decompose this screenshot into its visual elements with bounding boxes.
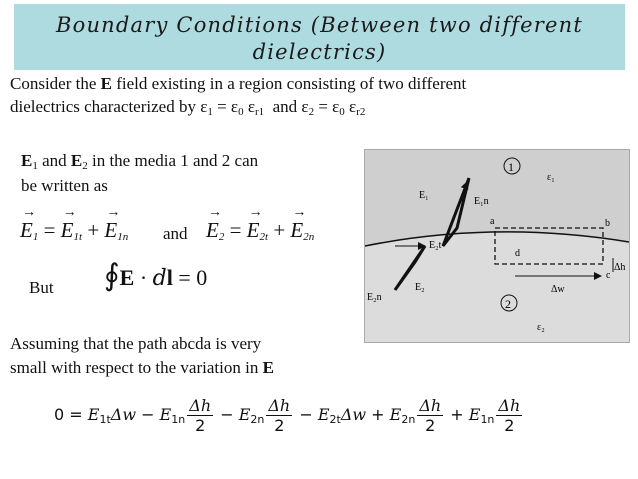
vector-E: → E	[20, 218, 33, 243]
final-equation	[54, 396, 524, 435]
epsilon: ε	[301, 97, 309, 116]
E2-label: E₂	[415, 282, 425, 293]
E2n-label: E₂n	[367, 292, 382, 303]
bold-E: E	[70, 151, 83, 170]
frac-num: Δh	[268, 396, 291, 415]
vector-E: → E	[290, 218, 303, 243]
fraction	[187, 396, 213, 435]
fraction	[496, 396, 522, 435]
subscript: 1	[207, 106, 213, 118]
vector-E: → E	[104, 218, 117, 243]
subscript: 0	[339, 106, 345, 118]
vector-equation-1	[20, 218, 128, 243]
E1n-label: E₁n	[474, 196, 489, 207]
intro-text: = ε	[212, 97, 239, 116]
media-line-1	[21, 150, 258, 171]
operator: −	[136, 405, 160, 424]
frac-den: 2	[274, 416, 285, 435]
subscript: r1	[254, 106, 265, 118]
operator: −	[294, 405, 318, 424]
operator: = 0	[172, 265, 208, 290]
intro-text: field existing in a region consisting of two different	[112, 74, 467, 93]
vector-equation-2	[206, 218, 314, 243]
E-symbol: E	[238, 405, 251, 424]
frac-den: 2	[195, 416, 206, 435]
bold-E: E	[119, 265, 135, 290]
operator: =	[224, 218, 247, 242]
subscript: 1n	[171, 413, 186, 426]
region-2-label: 2	[505, 297, 511, 311]
label-c: c	[606, 270, 611, 281]
intro-text: = ε	[314, 97, 340, 116]
E-symbol: E	[468, 405, 481, 424]
operator: +	[366, 405, 390, 424]
intro-text: Consider the	[10, 74, 101, 93]
subscript: 2t	[329, 413, 341, 426]
contour-integral-icon: ∮	[104, 259, 120, 292]
intro-line-2	[10, 96, 365, 117]
assuming-text: small with respect to the variation in	[10, 358, 263, 377]
slide-title-line-2: dielectrics)	[252, 40, 387, 64]
E-symbol: E	[317, 405, 330, 424]
label-d: d	[515, 248, 520, 259]
boundary-figure	[364, 149, 630, 343]
subscript: 2	[308, 106, 315, 118]
line-integral	[104, 258, 207, 293]
E-symbol: E	[159, 405, 172, 424]
vector-E: → E	[206, 218, 219, 243]
E-symbol: E	[389, 405, 402, 424]
subscript: 2	[218, 231, 225, 243]
vector-E: → E	[61, 218, 74, 243]
subscript: 2t	[259, 231, 269, 243]
vector-E: → E	[247, 218, 260, 243]
subscript: r2	[356, 106, 366, 118]
assuming-line-1: Assuming that the path abcda is very	[10, 334, 262, 353]
epsilon: ε	[243, 97, 255, 116]
delta-w-label: Δw	[551, 284, 565, 295]
media-line-2: be written as	[21, 176, 108, 195]
bold-E: E	[21, 151, 33, 170]
media-text: in the media 1 and 2 can	[87, 151, 259, 170]
subscript: 1	[32, 231, 39, 243]
and-word: and	[163, 224, 188, 243]
E-symbol: E	[87, 405, 100, 424]
interface-curve	[365, 232, 629, 342]
subscript: 1t	[99, 413, 111, 426]
operator: +	[82, 218, 105, 242]
operator: +	[445, 405, 469, 424]
E2t-label: E₂t	[429, 240, 442, 251]
intro-bold-E: E	[100, 74, 112, 93]
label-b: b	[605, 218, 610, 229]
subscript: 2n	[401, 413, 416, 426]
subscript: 2n	[303, 231, 315, 243]
frac-num: Δh	[189, 396, 212, 415]
E1-label: E₁	[419, 190, 429, 201]
bold-l: l	[166, 265, 173, 290]
epsilon: ε	[200, 97, 208, 116]
operator: +	[268, 218, 291, 242]
operator: −	[215, 405, 239, 424]
assuming-line-2	[10, 357, 274, 378]
subscript: 0	[238, 106, 244, 118]
fraction	[266, 396, 292, 435]
subscript: 1t	[73, 231, 83, 243]
frac-num: Δh	[419, 396, 442, 415]
d-symbol: d	[152, 266, 167, 291]
frac-den: 2	[425, 416, 436, 435]
eps2-label: ε₂	[537, 322, 545, 333]
bold-E: E	[262, 358, 274, 377]
epsilon: ε	[344, 97, 357, 116]
slide-title-line-1: Boundary Conditions (Between two different	[55, 13, 584, 37]
label-a: a	[490, 216, 495, 227]
region-1-label: 1	[508, 160, 514, 174]
fraction	[417, 396, 443, 435]
eps1-label: ε₁	[547, 172, 555, 183]
subscript: 1	[32, 160, 38, 172]
intro-line-1	[10, 73, 466, 94]
delta-h-label: Δh	[614, 262, 626, 273]
frac-den: 2	[504, 416, 515, 435]
delta-w: Δw	[340, 405, 367, 424]
subscript: 1n	[117, 231, 129, 243]
subscript: 2n	[250, 413, 265, 426]
subscript: 1n	[480, 413, 495, 426]
intro-text: dielectrics characterized by	[10, 97, 201, 116]
operator: ·	[134, 265, 153, 290]
title-banner	[14, 4, 625, 70]
operator: =	[38, 218, 61, 242]
intro-text: and	[264, 97, 302, 116]
frac-num: Δh	[498, 396, 521, 415]
media-text: and	[37, 151, 71, 170]
eq-lhs: 0 =	[54, 405, 88, 424]
delta-w: Δw	[110, 405, 137, 424]
subscript: 2	[82, 160, 88, 172]
boundary-diagram	[365, 150, 629, 342]
but-label: But	[29, 278, 54, 297]
